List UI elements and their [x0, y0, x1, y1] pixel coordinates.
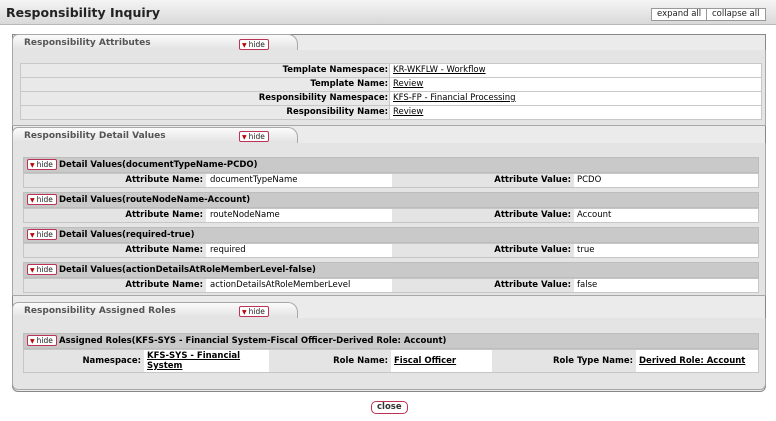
close-button[interactable]: close [371, 401, 408, 414]
attribute-row [20, 105, 762, 120]
attribute-name-value: required [210, 245, 246, 255]
tab-responsibility-attributes [12, 34, 298, 50]
namespace-link-cell [144, 350, 269, 372]
detail-title: Detail Values(actionDetailsAtRoleMemberLevel-false) [59, 265, 316, 275]
detail-header [23, 192, 759, 208]
hide-label: hide [36, 230, 53, 239]
template-namespace-label: Template Namespace: [282, 65, 388, 75]
attribute-value-value: Account [577, 210, 612, 220]
triangle-down-icon: ▼ [242, 134, 247, 141]
hide-roles-button[interactable] [239, 306, 269, 317]
attribute-name-label: Attribute Name: [24, 174, 206, 187]
detail-row [23, 208, 759, 223]
hide-assigned-roles-button[interactable] [27, 335, 57, 346]
hide-detail-button[interactable] [27, 264, 57, 275]
assigned-role-row [23, 349, 759, 373]
hide-detail-button[interactable] [27, 159, 57, 170]
attribute-value-label: Attribute Value: [392, 244, 574, 257]
role-name-label: Role Name: [269, 350, 391, 372]
attribute-name-label: Attribute Name: [24, 209, 206, 222]
hide-label: hide [36, 265, 53, 274]
namespace-link[interactable]: KFS-SYS - Financial [147, 351, 241, 361]
hide-label: hide [248, 307, 265, 316]
triangle-down-icon: ▼ [30, 197, 35, 204]
page-title: Responsibility Inquiry [6, 5, 160, 20]
attribute-value-label: Attribute Value: [392, 279, 574, 292]
attribute-value-value: false [577, 280, 598, 290]
detail-header [23, 157, 759, 173]
triangle-down-icon: ▼ [30, 232, 35, 239]
roles-header [23, 333, 759, 349]
detail-header [23, 262, 759, 278]
namespace-link-continued[interactable]: System [147, 361, 183, 371]
namespace-label: Namespace: [24, 350, 144, 372]
attribute-row [20, 63, 762, 78]
detail-title: Detail Values(routeNodeName-Account) [59, 195, 251, 205]
attribute-name-value: documentTypeName [210, 175, 298, 185]
hide-attributes-button[interactable] [239, 39, 269, 50]
attribute-value-value: PCDO [577, 175, 602, 185]
expand-all-button[interactable]: expand all [651, 8, 707, 21]
detail-title: Detail Values(documentTypeName-PCDO) [59, 160, 258, 170]
template-namespace-link[interactable]: KR-WKFLW - Workflow [393, 65, 486, 75]
section-title-roles: Responsibility Assigned Roles [24, 306, 176, 316]
responsibility-namespace-link[interactable]: KFS-FP - Financial Processing [393, 93, 516, 103]
role-type-link[interactable]: Derived Role: Account [639, 356, 746, 366]
hide-details-button[interactable] [239, 131, 269, 142]
responsibility-name-link[interactable]: Review [393, 107, 424, 117]
responsibility-name-label: Responsibility Name: [286, 107, 388, 117]
tab-responsibility-assigned-roles [12, 302, 298, 318]
triangle-down-icon: ▼ [30, 162, 35, 169]
hide-label: hide [248, 40, 265, 49]
triangle-down-icon: ▼ [30, 267, 35, 274]
role-type-name-label: Role Type Name: [492, 350, 636, 372]
hide-label: hide [36, 195, 53, 204]
role-type-cell [636, 350, 758, 372]
attribute-name-label: Attribute Name: [24, 244, 206, 257]
triangle-down-icon: ▼ [30, 338, 35, 345]
attribute-row [20, 91, 762, 106]
assigned-roles-title: Assigned Roles(KFS-SYS - Financial System-Fiscal Officer-Derived Role: Account) [59, 336, 447, 346]
template-name-link[interactable]: Review [393, 79, 424, 89]
section-title-details: Responsibility Detail Values [24, 131, 166, 141]
detail-row [23, 173, 759, 188]
attribute-name-value: routeNodeName [210, 210, 280, 220]
detail-row [23, 243, 759, 258]
attribute-value-label: Attribute Value: [392, 209, 574, 222]
collapse-all-button[interactable]: collapse all [706, 8, 766, 21]
hide-label: hide [36, 160, 53, 169]
attribute-name-value: actionDetailsAtRoleMemberLevel [210, 280, 351, 290]
section-title-attributes: Responsibility Attributes [24, 38, 151, 48]
attribute-value-label: Attribute Value: [392, 174, 574, 187]
attribute-name-label: Attribute Name: [24, 279, 206, 292]
role-name-link[interactable]: Fiscal Officer [394, 356, 457, 366]
responsibility-namespace-label: Responsibility Namespace: [258, 93, 388, 103]
detail-title: Detail Values(required-true) [59, 230, 195, 240]
triangle-down-icon: ▼ [242, 42, 247, 49]
attribute-value-value: true [577, 245, 595, 255]
hide-detail-button[interactable] [27, 194, 57, 205]
page-header [0, 0, 776, 25]
hide-label: hide [248, 132, 265, 141]
detail-header [23, 227, 759, 243]
triangle-down-icon: ▼ [242, 309, 247, 316]
tab-responsibility-detail-values [12, 127, 298, 143]
hide-detail-button[interactable] [27, 229, 57, 240]
detail-row [23, 278, 759, 293]
template-name-label: Template Name: [310, 79, 388, 89]
attribute-row [20, 77, 762, 92]
hide-label: hide [36, 336, 53, 345]
